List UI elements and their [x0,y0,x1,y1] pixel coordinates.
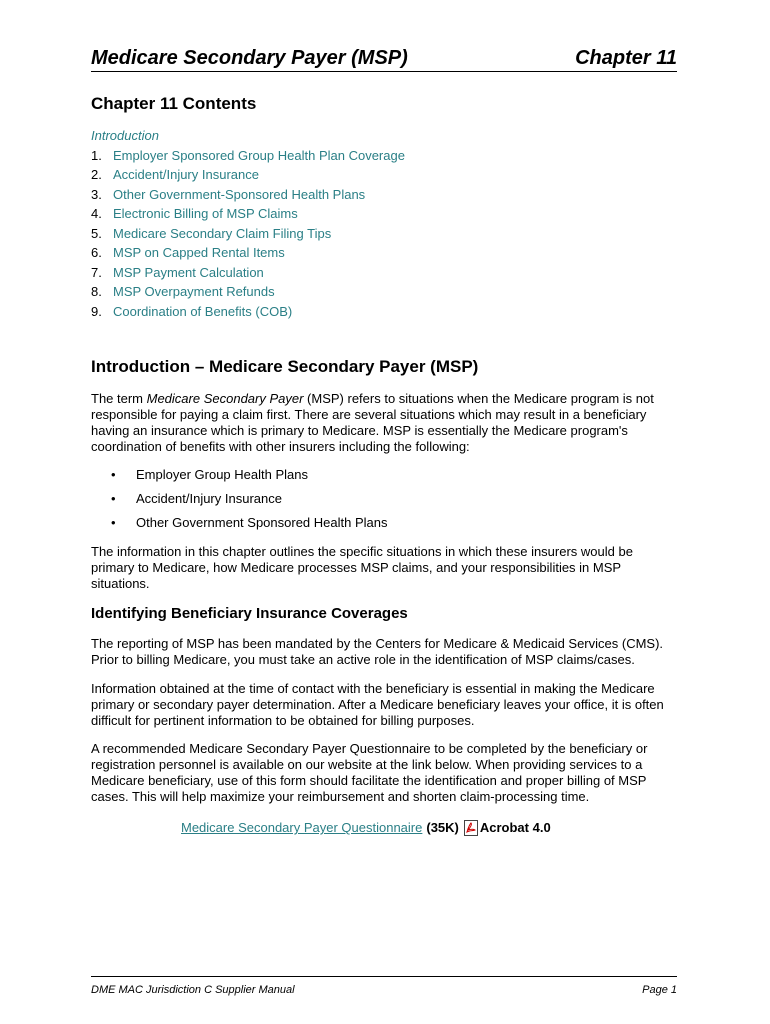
toc-link-coordination-of-benefits[interactable]: Coordination of Benefits (COB) [113,303,293,319]
toc-number: 3. [91,186,102,202]
toc-link-filing-tips[interactable]: Medicare Secondary Claim Filing Tips [113,225,332,241]
pdf-file-icon[interactable] [464,820,478,836]
identifying-paragraph-3: A recommended Medicare Secondary Payer Questionnaire to be completed by the beneficiary or registration personnel is available on our website at the link below. When providing services to a Medicare beneficiary, use of this form should facilitate the identification and proper billing of MSP cases. This will help maximize your reimbursement and shorten claim-processing time. [91,741,648,804]
bullet-icon: • [111,467,116,482]
toc-link-introduction[interactable]: Introduction [91,128,159,143]
toc-number: 2. [91,167,102,182]
list-item [111,515,387,539]
intro-p1-after: (MSP) refers to situations when the Medicare program is not responsible for paying a claim first. There are several situations which may result in a beneficiary having an insurance which is primary to Medicare. MSP is essentially the Medicare program's coordination of benefits with other insurers including the following: [91,391,654,454]
toc-item [91,243,405,263]
document-page [91,0,677,1024]
toc-link-employer-group-health[interactable]: Employer Sponsored Group Health Plan Coverage [113,147,405,163]
toc-link-payment-calculation[interactable]: MSP Payment Calculation [113,264,264,280]
toc-link-electronic-billing[interactable]: Electronic Billing of MSP Claims [113,206,298,221]
toc-link-other-government[interactable]: Other Government-Sponsored Health Plans [113,186,366,202]
toc-item [91,204,405,224]
intro-paragraph-1 [91,391,677,455]
page-footer [91,976,677,996]
bullet-icon: • [111,491,116,506]
list-item-label: Accident/Injury Insurance [136,491,282,506]
toc-number: 1. [91,147,102,163]
toc-item [91,165,405,185]
toc-item [91,302,405,322]
contents-title: Chapter 11 Contents [91,94,257,113]
acrobat-label: Acrobat 4.0 [479,820,551,835]
intro-paragraph-2: The information in this chapter outlines the specific situations in which these insurers would be primary to Medicare, how Medicare processes MSP claims, and your responsibilities in MSP situations. [91,544,633,591]
header-chapter: Chapter 11 [575,47,677,69]
toc-item [91,282,405,302]
file-size: (35K) [426,820,459,835]
toc-number: 4. [91,206,102,221]
intro-p1-before: The term [91,391,147,406]
list-item [111,467,387,491]
toc-link-accident-injury[interactable]: Accident/Injury Insurance [113,167,259,182]
table-of-contents [91,126,405,321]
toc-number: 7. [91,264,102,280]
questionnaire-link[interactable]: Medicare Secondary Payer Questionnaire [181,820,423,835]
intro-p1-term: Medicare Secondary Payer [146,391,304,406]
toc-link-capped-rental[interactable]: MSP on Capped Rental Items [113,245,285,260]
footer-page-number: Page 1 [642,984,677,996]
toc-number: 6. [91,245,102,260]
insurer-list [111,467,387,539]
identifying-heading: Identifying Beneficiary Insurance Coverages [91,605,408,622]
footer-manual-name: DME MAC Jurisdiction C Supplier Manual [91,984,295,996]
page-header [91,46,677,72]
toc-number: 8. [91,284,102,299]
toc-number: 5. [91,225,102,241]
identifying-paragraph-2: Information obtained at the time of contact with the beneficiary is essential in making the Medicare primary or secondary payer determination. After a Medicare beneficiary leaves your office, it is often difficult for pertinent information to be obtained for billing purposes. [91,681,664,728]
toc-item [91,224,405,244]
toc-item [91,263,405,283]
toc-item [91,185,405,205]
questionnaire-line [181,818,551,838]
toc-number: 9. [91,303,102,319]
intro-heading: Introduction – Medicare Secondary Payer (MSP) [91,357,479,376]
bullet-icon: • [111,515,116,530]
toc-link-overpayment-refunds[interactable]: MSP Overpayment Refunds [113,284,275,299]
list-item-label: Other Government Sponsored Health Plans [136,515,388,530]
list-item-label: Employer Group Health Plans [136,467,308,482]
toc-item [91,146,405,166]
identifying-paragraph-1: The reporting of MSP has been mandated by the Centers for Medicare & Medicaid Services (CMS). Prior to billing Medicare, you must take an active role in the identification of MSP claims/cases. [91,636,664,667]
header-title: Medicare Secondary Payer (MSP) [91,47,408,69]
list-item [111,491,387,515]
